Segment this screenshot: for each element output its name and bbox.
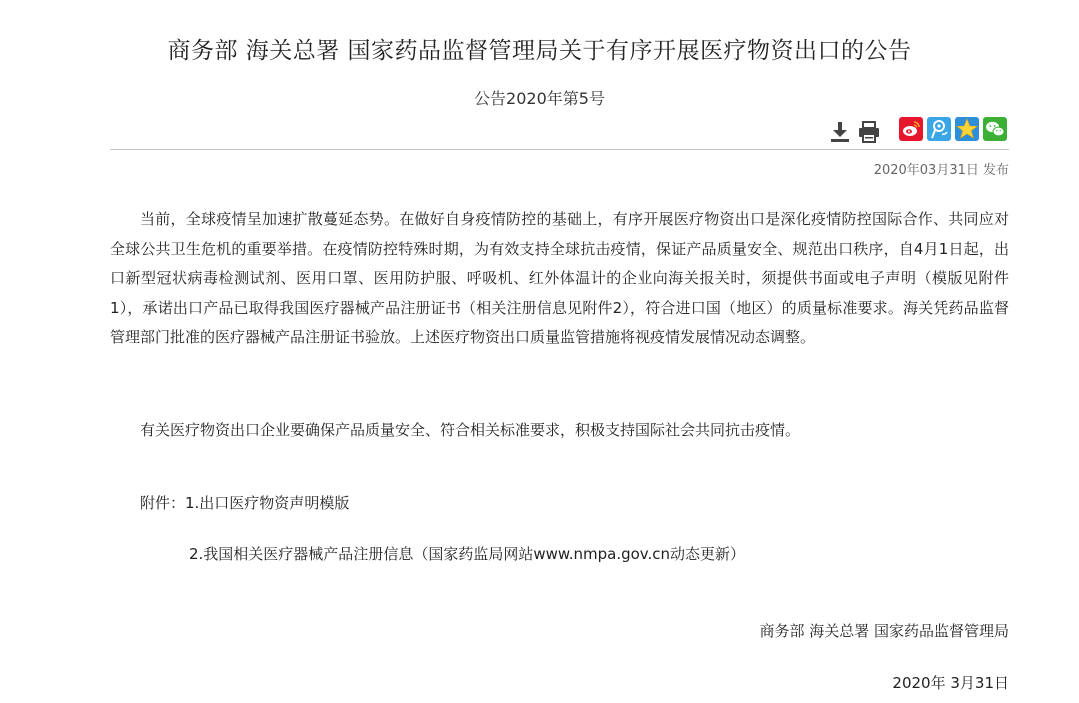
wechat-icon[interactable] (983, 117, 1007, 141)
issuer-signature: 商务部 海关总署 国家药品监督管理局 (759, 622, 1009, 640)
paragraph-1: 当前，全球疫情呈加速扩散蔓延态势。在做好自身疫情防控的基础上，有序开展医疗物资出口是深化疫情防控国际合作、共同应对全球公共卫生危机的重要举措。在疫情防控特殊时期，为有效支持全球抗击疫情，保证产品质量安全、规范出口秩序，自4月1日起，出口新型冠状病毒检测试剂、医用口罩、医用防护服、呼吸机、红外体温计的企业向海关报关时，须提供书面或电子声明（模版见附件1），承诺出口产品已取得我国医疗器械产品注册证书（相关注册信息见附件2），符合进口国（地区）的质量标准要求。海关凭药品监督管理部门批准的医疗器械产品注册证书验放。上述医疗物资出口质量监管措施将视疫情发展情况动态调整。 (110, 210, 1009, 346)
header-divider (110, 149, 1009, 150)
issue-date: 2020年 3月31日 (892, 674, 1009, 692)
print-icon[interactable] (857, 120, 881, 144)
paragraph-2: 有关医疗物资出口企业要确保产品质量安全、符合相关标准要求，积极支持国际社会共同抗击疫情。 (140, 421, 801, 439)
attachment-2: 2.我国相关医疗器械产品注册信息（国家药监局网站www.nmpa.gov.cn动态更新） (189, 545, 746, 563)
article-body (110, 205, 1009, 353)
qzone-icon[interactable] (955, 117, 979, 141)
article-toolbar (0, 117, 1079, 143)
document-number: 公告2020年第5号 (474, 89, 605, 108)
attachment-1: 附件：1.出口医疗物资声明模版 (140, 494, 350, 512)
publish-date: 2020年03月31日 发布 (873, 163, 1009, 178)
download-icon[interactable] (828, 120, 852, 144)
page-title: 商务部 海关总署 国家药品监督管理局关于有序开展医疗物资出口的公告 (167, 38, 912, 64)
weibo-icon[interactable] (899, 117, 923, 141)
qq-weibo-icon[interactable] (927, 117, 951, 141)
